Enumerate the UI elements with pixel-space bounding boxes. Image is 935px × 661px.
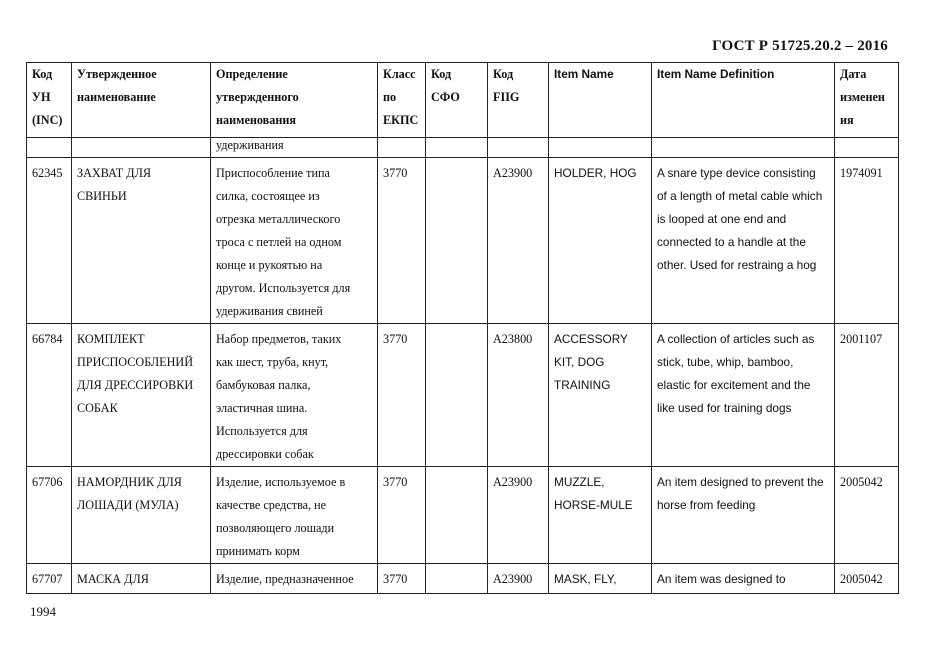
cell-change-date: 2005042 — [835, 564, 899, 594]
cell-ekps-class: 3770 — [378, 467, 426, 564]
cell-inc — [27, 138, 72, 158]
cell-inc: 66784 — [27, 324, 72, 467]
cell-item-name: MUZZLE, HORSE-MULE — [549, 467, 652, 564]
cell-sfo-code — [426, 467, 488, 564]
cell-sfo-code — [426, 324, 488, 467]
table-row — [27, 467, 899, 564]
cell-item-name-definition: A collection of articles such as stick, tube, whip, bamboo, elastic for excitement and the like used for training dogs — [652, 324, 835, 467]
cell-ekps-class: 3770 — [378, 564, 426, 594]
cell-item-name-definition — [652, 138, 835, 158]
cell-item-name-definition: An item designed to prevent the horse from feeding — [652, 467, 835, 564]
cell-fiig-code — [488, 138, 549, 158]
cell-approved-name: НАМОРДНИК ДЛЯ ЛОШАДИ (МУЛА) — [72, 467, 211, 564]
cell-fiig-code: A23900 — [488, 564, 549, 594]
header-definition: Определение утвержденного наименования — [211, 63, 378, 138]
cell-change-date: 2001107 — [835, 324, 899, 467]
cell-item-name: MASK, FLY, — [549, 564, 652, 594]
header-change-date: Дата изменен ия — [835, 63, 899, 138]
cell-sfo-code — [426, 138, 488, 158]
cell-inc: 62345 — [27, 158, 72, 324]
header-item-name: Item Name — [549, 63, 652, 138]
cell-definition: Изделие, используемое в качестве средства, не позволяющего лошади принимать корм — [211, 467, 378, 564]
header-fiig-code: Код FIIG — [488, 63, 549, 138]
cell-change-date: 2005042 — [835, 467, 899, 564]
cell-inc: 67706 — [27, 467, 72, 564]
cell-item-name: ACCESSORY KIT, DOG TRAINING — [549, 324, 652, 467]
cell-approved-name: МАСКА ДЛЯ — [72, 564, 211, 594]
table-row-continuation — [27, 138, 899, 158]
cell-item-name-definition: An item was designed to — [652, 564, 835, 594]
page-number: 1994 — [30, 604, 56, 619]
cell-approved-name — [72, 138, 211, 158]
header-sfo-code: Код СФО — [426, 63, 488, 138]
header-inc: Код УН (INC) — [27, 63, 72, 138]
cell-approved-name: ЗАХВАТ ДЛЯ СВИНЬИ — [72, 158, 211, 324]
cell-ekps-class — [378, 138, 426, 158]
header-approved-name: Утвержденное наименование — [72, 63, 211, 138]
table-header-row — [27, 63, 899, 138]
classification-table — [26, 62, 899, 594]
cell-item-name: HOLDER, HOG — [549, 158, 652, 324]
table-row — [27, 324, 899, 467]
cell-fiig-code: A23900 — [488, 158, 549, 324]
cell-fiig-code: A23800 — [488, 324, 549, 467]
table-row — [27, 564, 899, 594]
cell-change-date — [835, 138, 899, 158]
header-ekps-class: Класс по ЕКПС — [378, 63, 426, 138]
cell-definition: Приспособление типа силка, состоящее из отрезка металлического троса с петлей на одном конце и рукоятью на другом. Используется для удерживания свиней — [211, 158, 378, 324]
cell-ekps-class: 3770 — [378, 324, 426, 467]
cell-approved-name: КОМПЛЕКТ ПРИСПОСОБЛЕНИЙ ДЛЯ ДРЕССИРОВКИ СОБАК — [72, 324, 211, 467]
cell-ekps-class: 3770 — [378, 158, 426, 324]
header-item-name-definition: Item Name Definition — [652, 63, 835, 138]
cell-fiig-code: A23900 — [488, 467, 549, 564]
cell-item-name — [549, 138, 652, 158]
cell-definition: Набор предметов, таких как шест, труба, кнут, бамбуковая палка, эластичная шина. Используется для дрессировки собак — [211, 324, 378, 467]
cell-item-name-definition: A snare type device consisting of a length of metal cable which is looped at one end and connected to a handle at the other. Used for restraing a hog — [652, 158, 835, 324]
cell-sfo-code — [426, 564, 488, 594]
table-row — [27, 158, 899, 324]
cell-inc: 67707 — [27, 564, 72, 594]
cell-definition: Изделие, предназначенное — [211, 564, 378, 594]
standard-title: ГОСТ Р 51725.20.2 – 2016 — [712, 38, 888, 54]
cell-sfo-code — [426, 158, 488, 324]
cell-definition: удерживания — [211, 138, 378, 158]
cell-change-date: 1974091 — [835, 158, 899, 324]
